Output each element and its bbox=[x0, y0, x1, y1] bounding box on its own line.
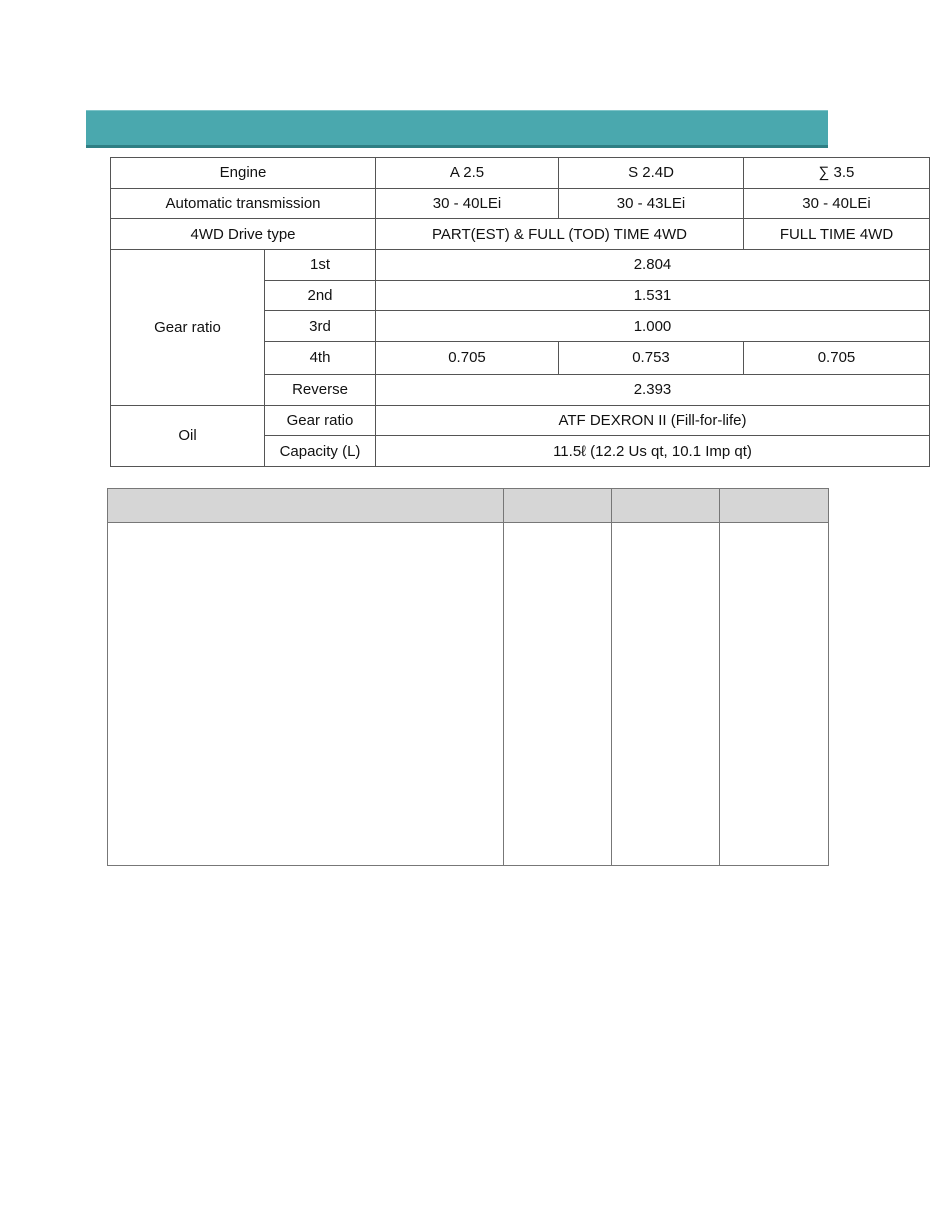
gear-name-reverse: Reverse bbox=[265, 374, 376, 405]
gear-name-4th: 4th bbox=[265, 342, 376, 375]
transmission-spec-table bbox=[110, 157, 930, 467]
drive-type-part-full: PART(EST) & FULL (TOD) TIME 4WD bbox=[376, 219, 744, 250]
gear-name-1st: 1st bbox=[265, 250, 376, 281]
empty-form-table bbox=[107, 488, 829, 866]
gear-4th-sigma35: 0.705 bbox=[744, 342, 930, 375]
empty-body-cell-2 bbox=[504, 523, 612, 866]
gear-value-3rd: 1.000 bbox=[376, 311, 930, 342]
gear-value-reverse: 2.393 bbox=[376, 374, 930, 405]
gear-4th-a25: 0.705 bbox=[376, 342, 559, 375]
transmission-label: Automatic transmission bbox=[111, 188, 376, 219]
gear-name-2nd: 2nd bbox=[265, 280, 376, 311]
oil-type-value: ATF DEXRON II (Fill-for-life) bbox=[376, 405, 930, 436]
oil-label: Oil bbox=[111, 405, 265, 466]
engine-row bbox=[111, 158, 930, 189]
empty-body-cell-4 bbox=[720, 523, 829, 866]
empty-body-cell-3 bbox=[612, 523, 720, 866]
engine-a25: A 2.5 bbox=[376, 158, 559, 189]
oil-capacity-label: Capacity (L) bbox=[265, 436, 376, 467]
empty-table-body bbox=[108, 523, 829, 866]
gear-ratio-label: Gear ratio bbox=[111, 250, 265, 405]
empty-header-cell-1 bbox=[108, 489, 504, 523]
empty-header-cell-4 bbox=[720, 489, 829, 523]
gear-value-1st: 2.804 bbox=[376, 250, 930, 281]
transmission-s24d: 30 - 43LEi bbox=[559, 188, 744, 219]
gear-value-2nd: 1.531 bbox=[376, 280, 930, 311]
empty-body-cell-1 bbox=[108, 523, 504, 866]
empty-header-cell-2 bbox=[504, 489, 612, 523]
oil-type-label: Gear ratio bbox=[265, 405, 376, 436]
section-header-banner bbox=[86, 110, 828, 148]
drive-type-full-time: FULL TIME 4WD bbox=[744, 219, 930, 250]
oil-capacity-value: 11.5ℓ (12.2 Us qt, 10.1 Imp qt) bbox=[376, 436, 930, 467]
transmission-a25: 30 - 40LEi bbox=[376, 188, 559, 219]
engine-s24d: S 2.4D bbox=[559, 158, 744, 189]
engine-sigma35: ∑ 3.5 bbox=[744, 158, 930, 189]
drive-type-label: 4WD Drive type bbox=[111, 219, 376, 250]
gear-row-1st bbox=[111, 250, 930, 281]
transmission-row bbox=[111, 188, 930, 219]
oil-type-row bbox=[111, 405, 930, 436]
transmission-sigma35: 30 - 40LEi bbox=[744, 188, 930, 219]
empty-table-header bbox=[108, 489, 829, 523]
gear-name-3rd: 3rd bbox=[265, 311, 376, 342]
drive-type-row bbox=[111, 219, 930, 250]
engine-label: Engine bbox=[111, 158, 376, 189]
gear-4th-s24d: 0.753 bbox=[559, 342, 744, 375]
empty-header-cell-3 bbox=[612, 489, 720, 523]
